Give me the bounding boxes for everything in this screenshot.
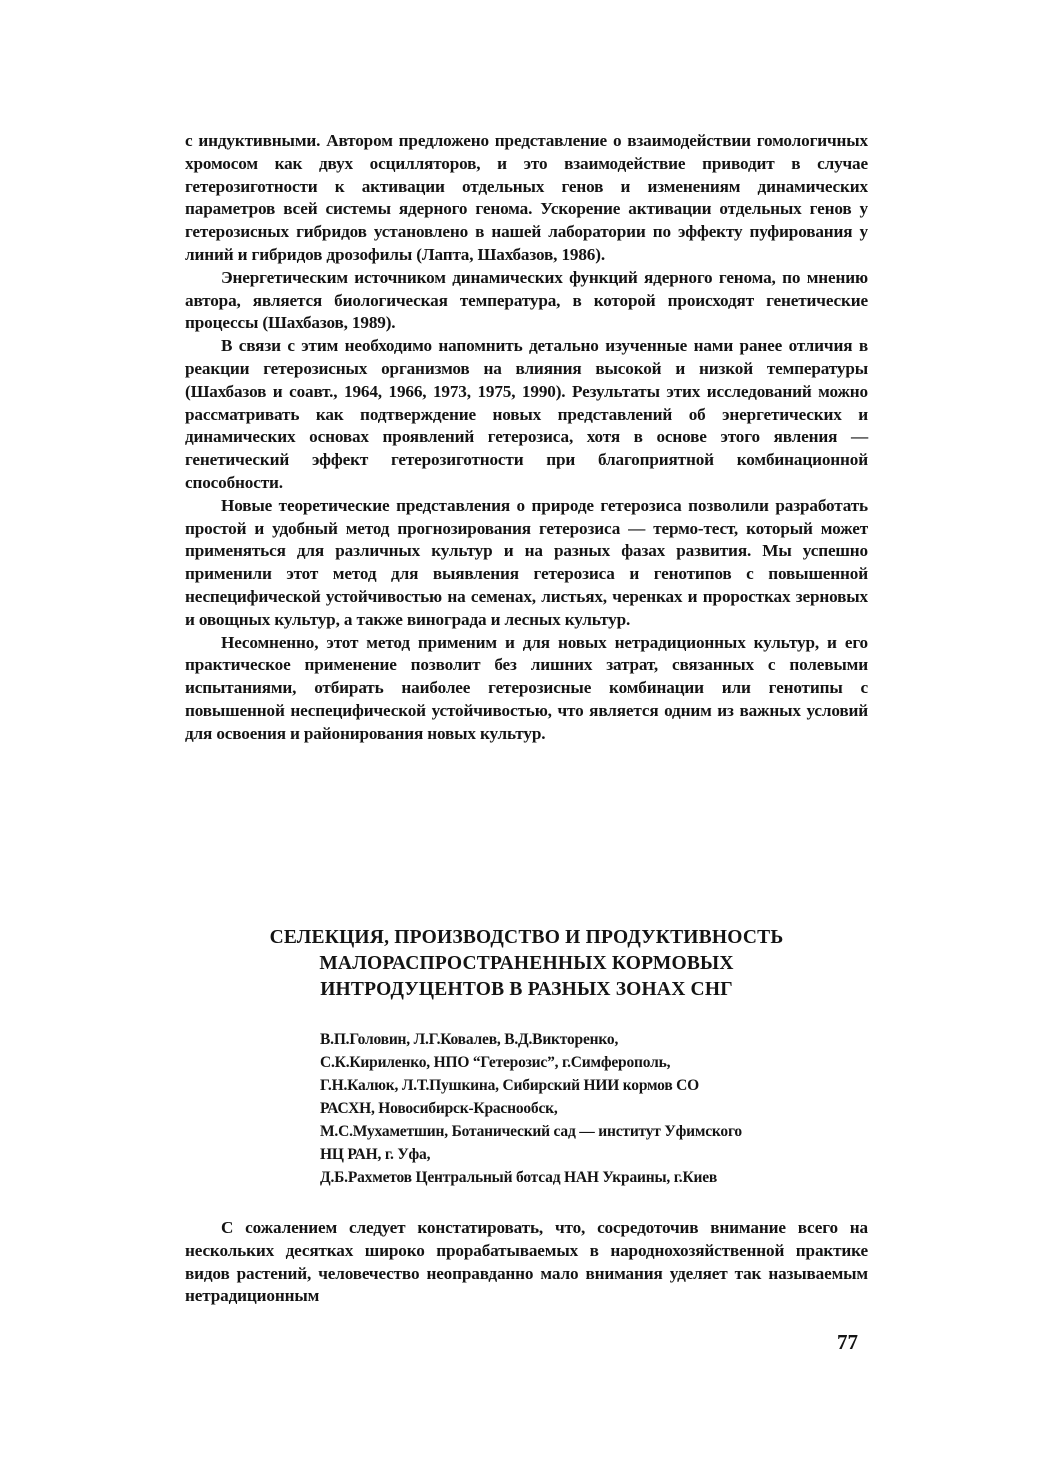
paragraph-temperature-reactions: В связи с этим необходимо напомнить детально изученные нами ранее отличия в реакции гетерозисных организмов на влияния высокой и низкой температуры (Шахбазов и соавт., 1964, 1966, 1973, 1975, 1990). Результаты этих исследований можно рассматривать как подтверждение новых представлений об энергетических и динамических основах проявлений гетерозиса, хотя в основе этого явления — генетический эффект гетерозиготности при благоприятной комбинационной способности.: [185, 336, 868, 492]
author-line: В.П.Головин, Л.Г.Ковалев, В.Д.Викторенко,: [320, 1031, 619, 1048]
article-title-line: МАЛОРАСПРОСТРАНЕННЫХ КОРМОВЫХ: [319, 953, 734, 974]
paragraph-continued: с индуктивными. Автором предложено представление о взаимодействии гомологичных хромосом как двух осцилляторов, и это взаимодействие приводит в случае гетерозиготности к активации отдельных генов и изменениям динамических параметров всей системы ядерного генома. Ускорение активации отдельных генов у гетерозисных гибридов установлено в нашей лаборатории по эффекту пуфирования у линий и гибридов дрозофилы (Лаптa, Шахбазов, 1986).: [185, 131, 868, 264]
paragraph-thermo-test: Новые теоретические представления о природе гетерозиса позволили разработать простой и удобный метод прогнозирования гетерозиса — термо-тест, который может применяться для различных культур и на разных фазах развития. Мы успешно применили этот метод для выявления гетерозиса и генотипов с повышенной неспецифической устойчивостью на семенах, листьях, черенках и проростках зерновых и овощных культур, а также винограда и лесных культур.: [185, 495, 868, 629]
article-title: [185, 925, 868, 1003]
author-line: Г.Н.Калюк, Л.Т.Пушкина, Сибирский НИИ кормов СО: [320, 1077, 700, 1094]
author-list: [320, 1028, 880, 1189]
paragraph-energy-source: Энергетическим источником динамических функций ядерного генома, по мнению автора, является биологическая температура, в которой происходят генетические процессы (Шахбазов, 1989).: [185, 267, 868, 333]
author-line: НЦ РАН, г. Уфа,: [320, 1146, 431, 1163]
author-line: М.С.Мухаметшин, Ботанический сад — институт Уфимского: [320, 1123, 742, 1140]
article-title-line: СЕЛЕКЦИЯ, ПРОИЗВОДСТВО И ПРОДУКТИВНОСТЬ: [269, 927, 784, 948]
page-number: 77: [837, 1330, 858, 1354]
author-line: Д.Б.Рахметов Центральный ботсад НАН Украины, г.Киев: [320, 1169, 718, 1186]
author-line: РАСХН, Новосибирск-Краснообск,: [320, 1100, 558, 1117]
article-title-line: ИНТРОДУЦЕНТОВ В РАЗНЫХ ЗОНАХ СНГ: [320, 979, 733, 1000]
author-line: С.К.Кириленко, НПО “Гетерозис”, г.Симферополь,: [320, 1054, 671, 1071]
body-text-top: [185, 130, 868, 746]
body-text-bottom: [185, 1217, 868, 1308]
paragraph-method-application: Несомненно, этот метод применим и для новых нетрадиционных культур, и его практическое применение позволит без лишних затрат, связанных с полевыми испытаниями, отбирать наиболее гетерозисные комбинации или генотипы с повышенной неспецифической устойчивостью, что является одним из важных условий для освоения и районирования новых культур.: [185, 632, 868, 743]
paragraph-article-intro: С сожалением следует констатировать, что, сосредоточив внимание всего на нескольких десятках широко прорабатываемых в народнохозяйственной практике видов растений, человечество неоправданно мало внимания уделяет так называемым нетрадиционным: [185, 1218, 868, 1306]
